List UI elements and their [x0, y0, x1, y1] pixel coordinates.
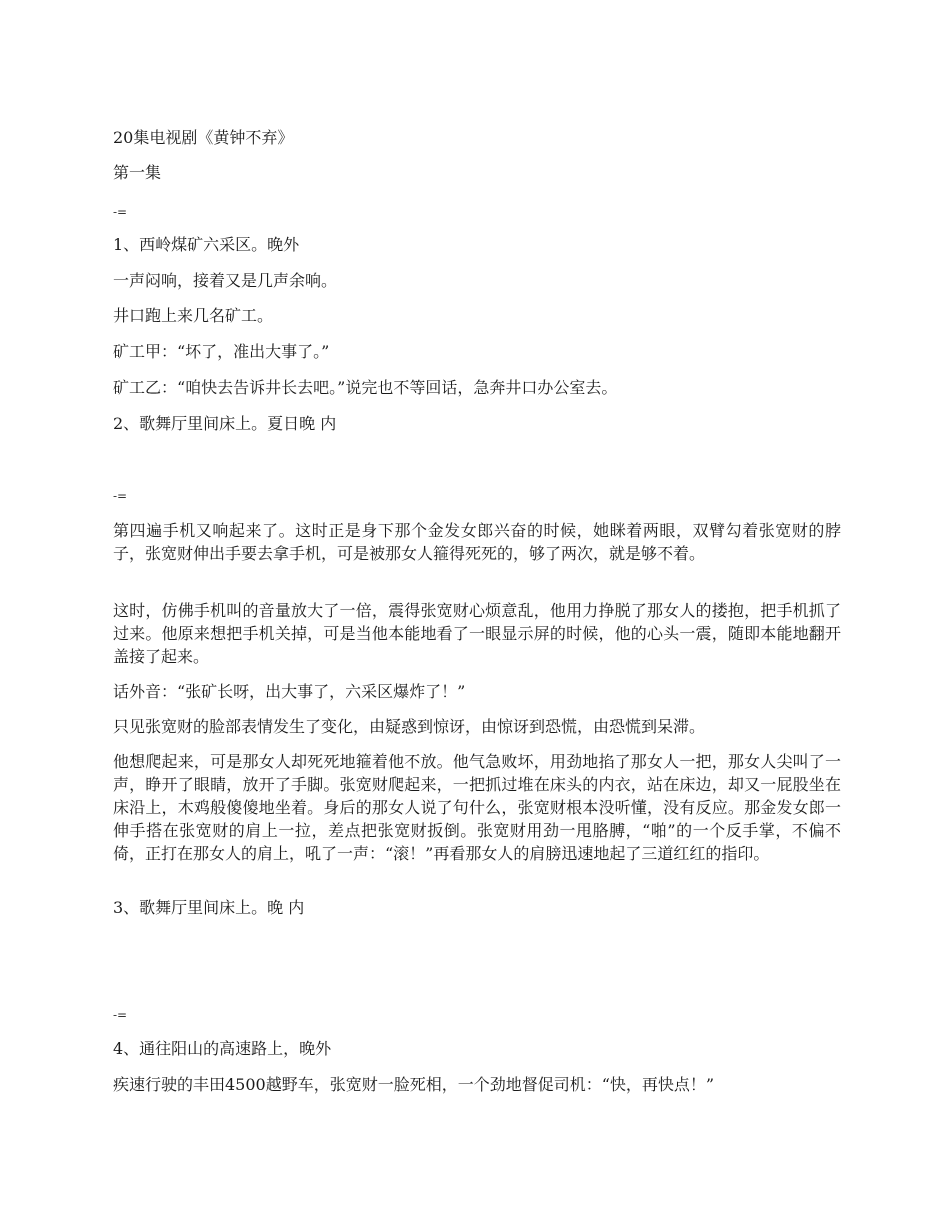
separator: -=	[113, 1008, 128, 1022]
scene-heading: 3、歌舞厅里间床上。晚 内	[113, 898, 305, 917]
scene-heading: 1、西岭煤矿六采区。晚外	[113, 235, 300, 254]
script-paragraph: 这时，仿佛手机叫的音量放大了一倍，震得张宽财心烦意乱，他用力挣脱了那女人的搂抱，把手机抓了过来。他原来想把手机关掉，可是当他本能地看了一眼显示屏的时候，他的心头一震，随即本能地翻开盖接了起来。	[113, 601, 841, 666]
script-line: 一声闷响，接着又是几声余响。	[113, 271, 338, 290]
script-line: 矿工乙：“咱快去告诉井长去吧。”说完也不等回话，急奔井口办公室去。	[113, 378, 618, 397]
separator: -=	[113, 205, 128, 219]
script-paragraph: 第四遍手机又响起来了。这时正是身下那个金发女郎兴奋的时候，她眯着两眼，双臂勾着张宽财的脖子，张宽财伸出手要去拿手机，可是被那女人箍得死死的，够了两次，就是够不着。	[113, 521, 841, 563]
script-line: 疾速行驶的丰田4500越野车，张宽财一脸死相，一个劲地督促司机：“快，再快点！”	[113, 1075, 715, 1094]
separator: -=	[113, 489, 128, 503]
scene-heading: 2、歌舞厅里间床上。夏日晚 内	[113, 414, 337, 433]
script-line: 井口跑上来几名矿工。	[113, 306, 274, 325]
episode-label: 第一集	[113, 163, 162, 182]
scene-heading: 4、通往阳山的高速路上，晚外	[113, 1039, 332, 1058]
script-line: 矿工甲：“坏了，准出大事了。”	[113, 342, 330, 361]
script-paragraph: 他想爬起来，可是那女人却死死地箍着他不放。他气急败坏，用劲地掐了那女人一把，那女人尖叫了一声，睁开了眼睛，放开了手脚。张宽财爬起来，一把抓过堆在床头的内衣，站在床边，却又一屁股坐在床沿上，木鸡般傻傻地坐着。身后的那女人说了句什么，张宽财根本没听懂，没有反应。那金发女郎一伸手搭在张宽财的肩上一拉，差点把张宽财扳倒。张宽财用劲一甩胳膊，“啪”的一个反手掌，不偏不倚，正打在那女人的肩上，吼了一声：“滚！”再看那女人的肩膀迅速地起了三道红红的指印。	[113, 752, 841, 863]
script-line: 只见张宽财的脸部表情发生了变化，由疑惑到惊讶，由惊讶到恐慌，由恐慌到呆滞。	[113, 717, 706, 736]
script-line: 话外音：“张矿长呀，出大事了，六采区爆炸了！”	[113, 682, 466, 701]
document-title: 20集电视剧《黄钟不弃》	[113, 128, 294, 147]
